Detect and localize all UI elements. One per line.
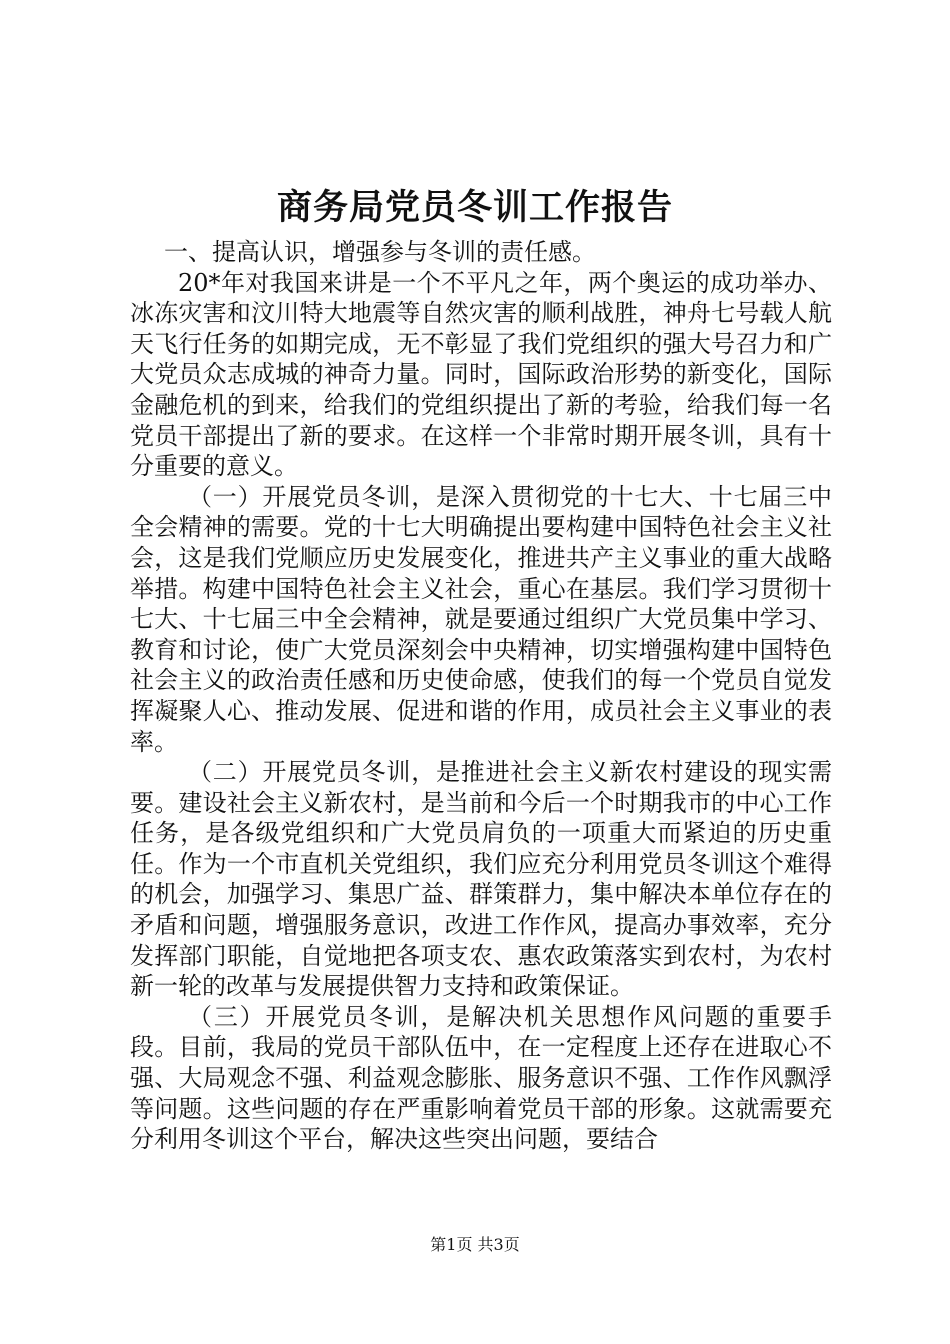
body-paragraph: （三）开展党员冬训，是解决机关思想作风问题的重要手段。目前，我局的党员干部队伍中，在一定程度上还存在进取心不强、大局观念不强、利益观念膨胀、服务意识不强、工作作风飘浮等问题。这些问题的存在严重影响着党员干部的形象。这就需要充分利用冬训这个平台，解决这些突出问题，要结合 (130, 1002, 832, 1154)
body-paragraph: 20*年对我国来讲是一个不平凡之年，两个奥运的成功举办、冰冻灾害和汶川特大地震等自然灾害的顺利战胜，神舟七号载人航天飞行任务的如期完成，无不彰显了我们党组织的强大号召力和广大党员众志成城的神奇力量。同时，国际政治形势的新变化，国际金融危机的到来，给我们的党组织提出了新的考验，给我们每一名党员干部提出了新的要求。在这样一个非常时期开展冬训，具有十分重要的意义。 (130, 268, 832, 481)
body-paragraph: （一）开展党员冬训，是深入贯彻党的十七大、十七届三中全会精神的需要。党的十七大明确提出要构建中国特色社会主义社会，这是我们党顺应历史发展变化，推进共产主义事业的重大战略举措。构建中国特色社会主义社会，重心在基层。我们学习贯彻十七大、十七届三中全会精神，就是要通过组织广大党员集中学习、教育和讨论，使广大党员深刻会中央精神，切实增强构建中国特色社会主义的政治责任感和历史使命感，使我们的每一个党员自觉发挥凝聚人心、推动发展、促进和谐的作用，成员社会主义事业的表率。 (130, 482, 832, 756)
section-heading: 一、提高认识，增强参与冬训的责任感。 (164, 238, 596, 266)
body-paragraph: （二）开展党员冬训，是推进社会主义新农村建设的现实需要。建设社会主义新农村，是当前和今后一个时期我市的中心工作任务，是各级党组织和广大党员肩负的一项重大而紧迫的历史重任。作为一个市直机关党组织，我们应充分利用党员冬训这个难得的机会，加强学习、集思广益、群策群力，集中解决本单位存在的矛盾和问题，增强服务意识，改进工作作风，提高办事效率，充分发挥部门职能，自觉地把各项支农、惠农政策落实到农村，为农村新一轮的改革与发展提供智力支持和政策保证。 (130, 758, 832, 1001)
document-title: 商务局党员冬训工作报告 (276, 187, 673, 228)
document-body (130, 237, 832, 1155)
page-footer: 第1页 共3页 (430, 1235, 520, 1254)
